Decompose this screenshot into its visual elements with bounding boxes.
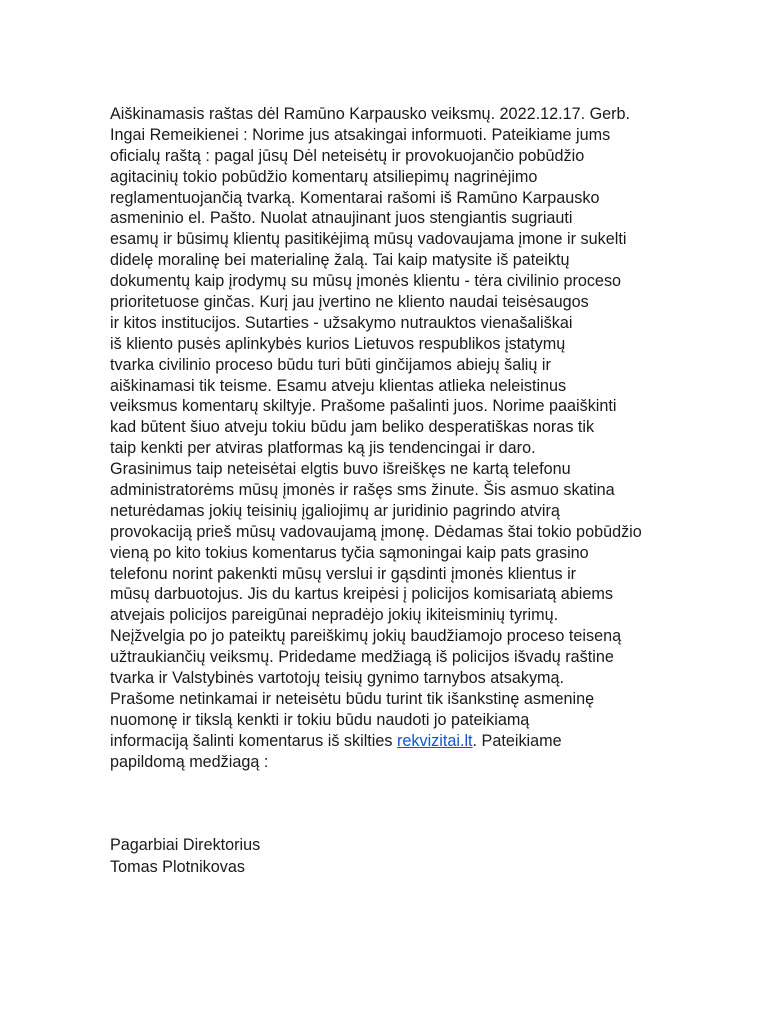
letter-line: tvarka civilinio proceso būdu turi būti ginčijamos abiejų šalių ir xyxy=(110,355,551,374)
rekvizitai-link[interactable]: rekvizitai.lt xyxy=(396,731,473,750)
signature-block xyxy=(110,834,260,878)
letter-line: užtraukiančių veiksmų. Pridedame medžiagą iš policijos išvadų raštine xyxy=(110,648,614,667)
letter-line: neturėdamas jokių teisinių įgaliojimų ar juridinio pagrindo atvirą xyxy=(110,501,560,520)
letter-line: Neįžvelgia po jo pateiktų pareiškimų jokių baudžiamojo proceso teiseną xyxy=(110,627,622,646)
letter-line: Grasinimus taip neteisėtai elgtis buvo išreiškęs ne kartą telefonu xyxy=(110,460,571,479)
letter-line: nuomonę ir tikslą kenkti ir tokiu būdu naudoti jo pateikiamą xyxy=(110,710,530,729)
letter-line: provokaciją prieš mūsų vadovaujamą įmonę. Dėdamas štai tokio pobūdžio xyxy=(110,522,642,541)
letter-line: Ingai Remeikienei : Norime jus atsakingai informuoti. Pateikiame jums xyxy=(110,125,611,144)
letter-line: asmeninio el. Pašto. Nuolat atnaujinant juos stengiantis sugriauti xyxy=(110,209,573,228)
letter-line: Prašome netinkamai ir neteisėtu būdu turint tik išankstinę asmeninę xyxy=(110,689,595,708)
letter-line: tvarka ir Valstybinės vartotojų teisių gynimo tarnybos atsakymą. xyxy=(110,669,565,688)
letter-line: oficialų raštą : pagal jūsų Dėl neteisėtų ir provokuojančio pobūdžio xyxy=(110,146,585,165)
signature-name: Tomas Plotnikovas xyxy=(110,858,245,876)
letter-line: taip kenkti per atviras platformas ką jis tendencingai ir daro. xyxy=(110,439,536,458)
letter-line: atvejais policijos pareigūnai nepradėjo jokių ikiteisminių tyrimų. xyxy=(110,606,559,625)
letter-line: Aiškinamasis raštas dėl Ramūno Karpausko veiksmų. 2022.12.17. Gerb. xyxy=(110,105,631,123)
letter-line: ir kitos institucijos. Sutarties - užsakymo nutrauktos vienašališkai xyxy=(110,313,573,332)
letter-line: didelę moralinę bei materialinę žalą. Tai kaip matysite iš pateiktų xyxy=(110,251,570,270)
letter-line: veiksmus komentarų skiltyje. Prašome pašalinti juos. Norime paaiškinti xyxy=(110,397,617,416)
letter-line: iš kliento pusės aplinkybės kurios Lietuvos respublikos įstatymų xyxy=(110,334,566,353)
letter-line: administratorėms mūsų įmonės ir rašęs sms žinute. Šis asmuo skatina xyxy=(110,481,615,500)
letter-line: agitacinių tokio pobūdžio komentarų atsiliepimų nagrinėjimo xyxy=(110,167,538,186)
letter-line: dokumentų kaip įrodymų su mūsų įmonės klientu - tėra civilinio proceso xyxy=(110,272,622,291)
letter-line: prioritetuose ginčas. Kurį jau įvertino ne kliento naudai teisėsaugos xyxy=(110,293,589,312)
link-prefix-text: informaciją šalinti komentarus iš skilties xyxy=(110,731,397,750)
letter-line: vieną po kito tokius komentarus tyčia sąmoningai kaip pats grasino xyxy=(110,543,589,562)
letter-body xyxy=(110,104,730,773)
letter-line: telefonu norint pakenkti mūsų verslui ir gąsdinti įmonės klientus ir xyxy=(110,564,577,583)
letter-line: reglamentuojančią tvarką. Komentarai rašomi iš Ramūno Karpausko xyxy=(110,188,600,207)
letter-line: papildomą medžiagą : xyxy=(110,752,269,771)
link-suffix-text: . Pateikiame xyxy=(472,731,562,750)
letter-line: mūsų darbuotojus. Jis du kartus kreipėsi į policijos komisariatą abiems xyxy=(110,585,613,604)
letter-line: esamų ir būsimų klientų pasitikėjimą mūsų vadovaujama įmone ir sukelti xyxy=(110,230,627,249)
letter-line: aiškinamasi tik teisme. Esamu atveju klientas atlieka neleistinus xyxy=(110,376,567,395)
signature-closing: Pagarbiai Direktorius xyxy=(110,836,261,854)
letter-line-with-link xyxy=(110,731,730,752)
letter-line: kad būtent šiuo atveju tokiu būdu jam beliko desperatiškas noras tik xyxy=(110,418,595,437)
